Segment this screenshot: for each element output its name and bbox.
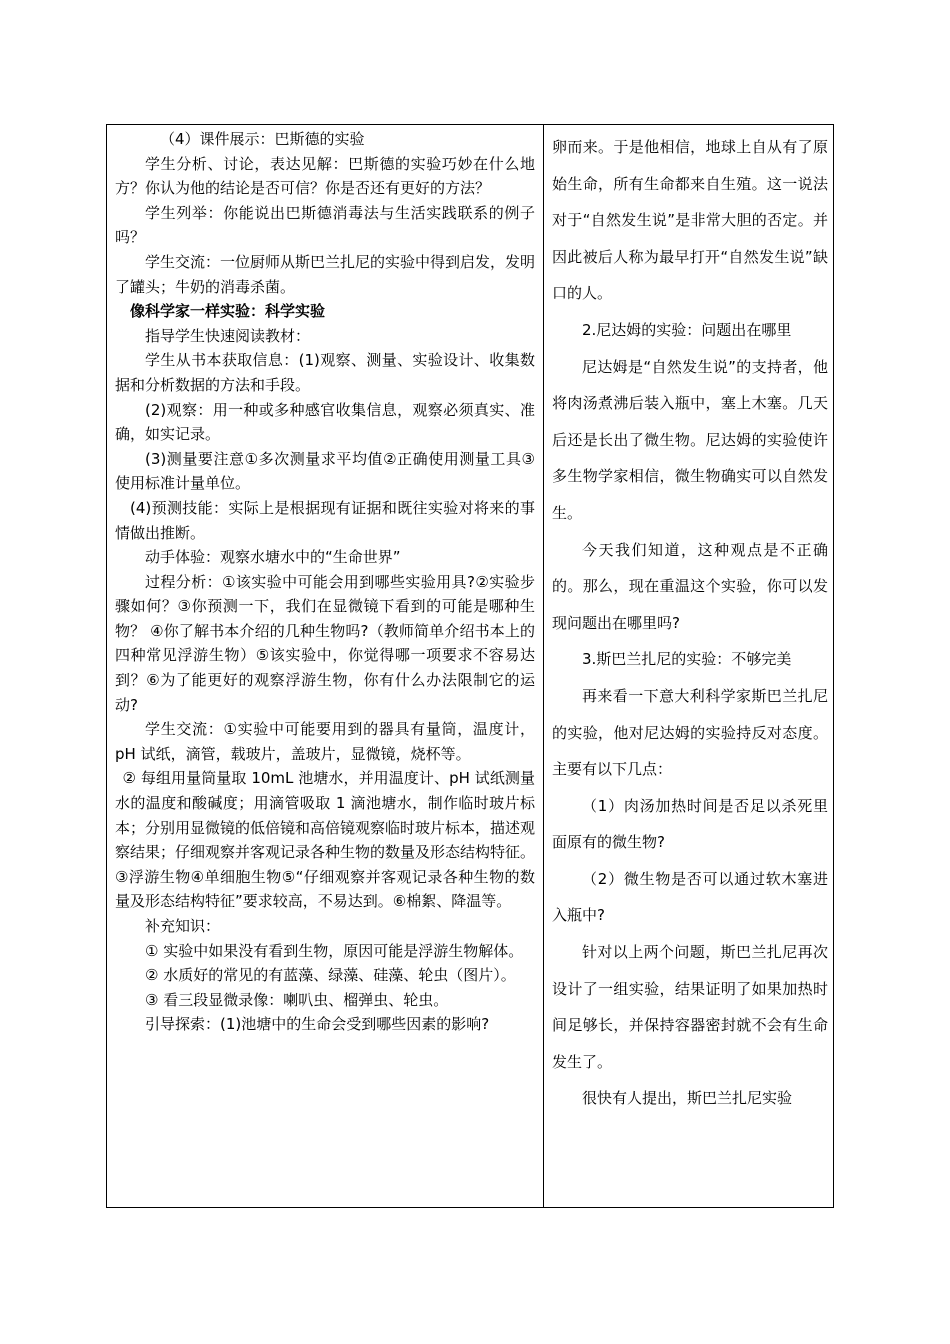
paragraph: （1）肉汤加热时间是否足以杀死里面原有的微生物? bbox=[552, 796, 828, 852]
paragraph: 卵而来。于是他相信，地球上自从有了原始生命，所有生命都来自生殖。这一说法对于“自然发生说”是非常大胆的否定。并因此被后人称为最早打开“自然发生说”缺口的人。 bbox=[552, 138, 828, 303]
paragraph: （2）微生物是否可以通过软木塞进入瓶中? bbox=[552, 869, 828, 925]
left-column bbox=[115, 127, 535, 1037]
right-column bbox=[552, 129, 828, 1117]
paragraph: 很快有人提出，斯巴兰扎尼实验 bbox=[582, 1089, 793, 1108]
lesson-table bbox=[106, 124, 834, 1208]
section-heading: 像科学家一样实验：科学实验 bbox=[130, 302, 326, 321]
paragraph: (3)测量要注意①多次测量求平均值②正确使用测量工具③使用标准计量单位。 bbox=[115, 449, 535, 493]
paragraph: ② 水质好的常见的有蓝藻、绿藻、硅藻、轮虫（图片）。 bbox=[145, 966, 516, 985]
paragraph: (2)观察：用一种或多种感官收集信息，观察必须真实、准确，如实记录。 bbox=[115, 400, 535, 444]
paragraph: ② 每组用量筒量取 10mL 池塘水，并用温度计、pH 试纸测量水的温度和酸碱度；用滴管吸取 1 滴池塘水，制作临时玻片标本；分别用显微镜的低倍镜和高倍镜观察临时玻片标本，描述观察结果；仔细观察并客观记录各种生物的数量及形态结构特征。③浮游生物④单细胞生物⑤“仔细观察并客观记录各种生物的数量及形态结构特征”要求较高，不易达到。⑥棉絮、降温等。 bbox=[115, 769, 536, 911]
paragraph: 学生列举：你能说出巴斯德消毒法与生活实践联系的例子吗？ bbox=[115, 203, 535, 247]
paragraph: ③ 看三段显微录像：喇叭虫、榴弹虫、轮虫。 bbox=[145, 990, 449, 1009]
paragraph: 学生交流：①实验中可能要用到的器具有量筒，温度计，pH 试纸，滴管，载玻片，盖玻片，显微镜，烧杯等。 bbox=[115, 720, 535, 763]
paragraph: (4)预测技能：实际上是根据现有证据和既往实验对将来的事情做出推断。 bbox=[115, 498, 535, 542]
paragraph: 再来看一下意大利科学家斯巴兰扎尼的实验，他对尼达姆的实验持反对态度。主要有以下几点： bbox=[552, 686, 828, 779]
paragraph: 针对以上两个问题，斯巴兰扎尼再次设计了一组实验，结果证明了如果加热时间足够长，并保持容器密封就不会有生命发生了。 bbox=[552, 943, 828, 1071]
paragraph: 学生交流：一位厨师从斯巴兰扎尼的实验中得到启发，发明了罐头；牛奶的消毒杀菌。 bbox=[115, 252, 536, 296]
subheading: 2.尼达姆的实验：问题出在哪里 bbox=[582, 320, 792, 339]
paragraph: 尼达姆是“自然发生说”的支持者，他将肉汤煮沸后装入瓶中，塞上木塞。几天后还是长出了微生物。尼达姆的实验使许多生物学家相信，微生物确实可以自然发生。 bbox=[552, 357, 828, 522]
paragraph: ① 实验中如果没有看到生物，原因可能是浮游生物解体。 bbox=[145, 941, 524, 960]
paragraph: 学生从书本获取信息：(1)观察、测量、实验设计、收集数据和分析数据的方法和手段。 bbox=[115, 351, 535, 394]
paragraph: 补充知识： bbox=[145, 917, 221, 935]
paragraph: 过程分析：①该实验中可能会用到哪些实验用具?②实验步骤如何？③你预测一下，我们在显微镜下看到的可能是哪种生物？ ④你了解书本介绍的几种生物吗?（教师简单介绍书本上的四种常见浮游生物）⑤该实验中，你觉得哪一项要求不容易达到？⑥为了能更好的观察浮游生物，你有什么办法限制它的运动? bbox=[115, 572, 535, 714]
subheading: 3.斯巴兰扎尼的实验：不够完美 bbox=[582, 650, 792, 669]
paragraph: 学生分析、讨论，表达见解：巴斯德的实验巧妙在什么地方？你认为他的结论是否可信？你是否还有更好的方法？ bbox=[115, 154, 535, 198]
paragraph: 指导学生快速阅读教材： bbox=[145, 326, 311, 345]
paragraph: 引导探索：(1)池塘中的生命会受到哪些因素的影响? bbox=[145, 1015, 490, 1034]
paragraph: 动手体验：观察水塘水中的“生命世界” bbox=[145, 548, 401, 567]
paragraph: 今天我们知道，这种观点是不正确的。那么，现在重温这个实验，你可以发现问题出在哪里吗? bbox=[552, 540, 828, 632]
paragraph: （4）课件展示：巴斯德的实验 bbox=[160, 130, 365, 148]
column-divider bbox=[543, 125, 544, 1207]
